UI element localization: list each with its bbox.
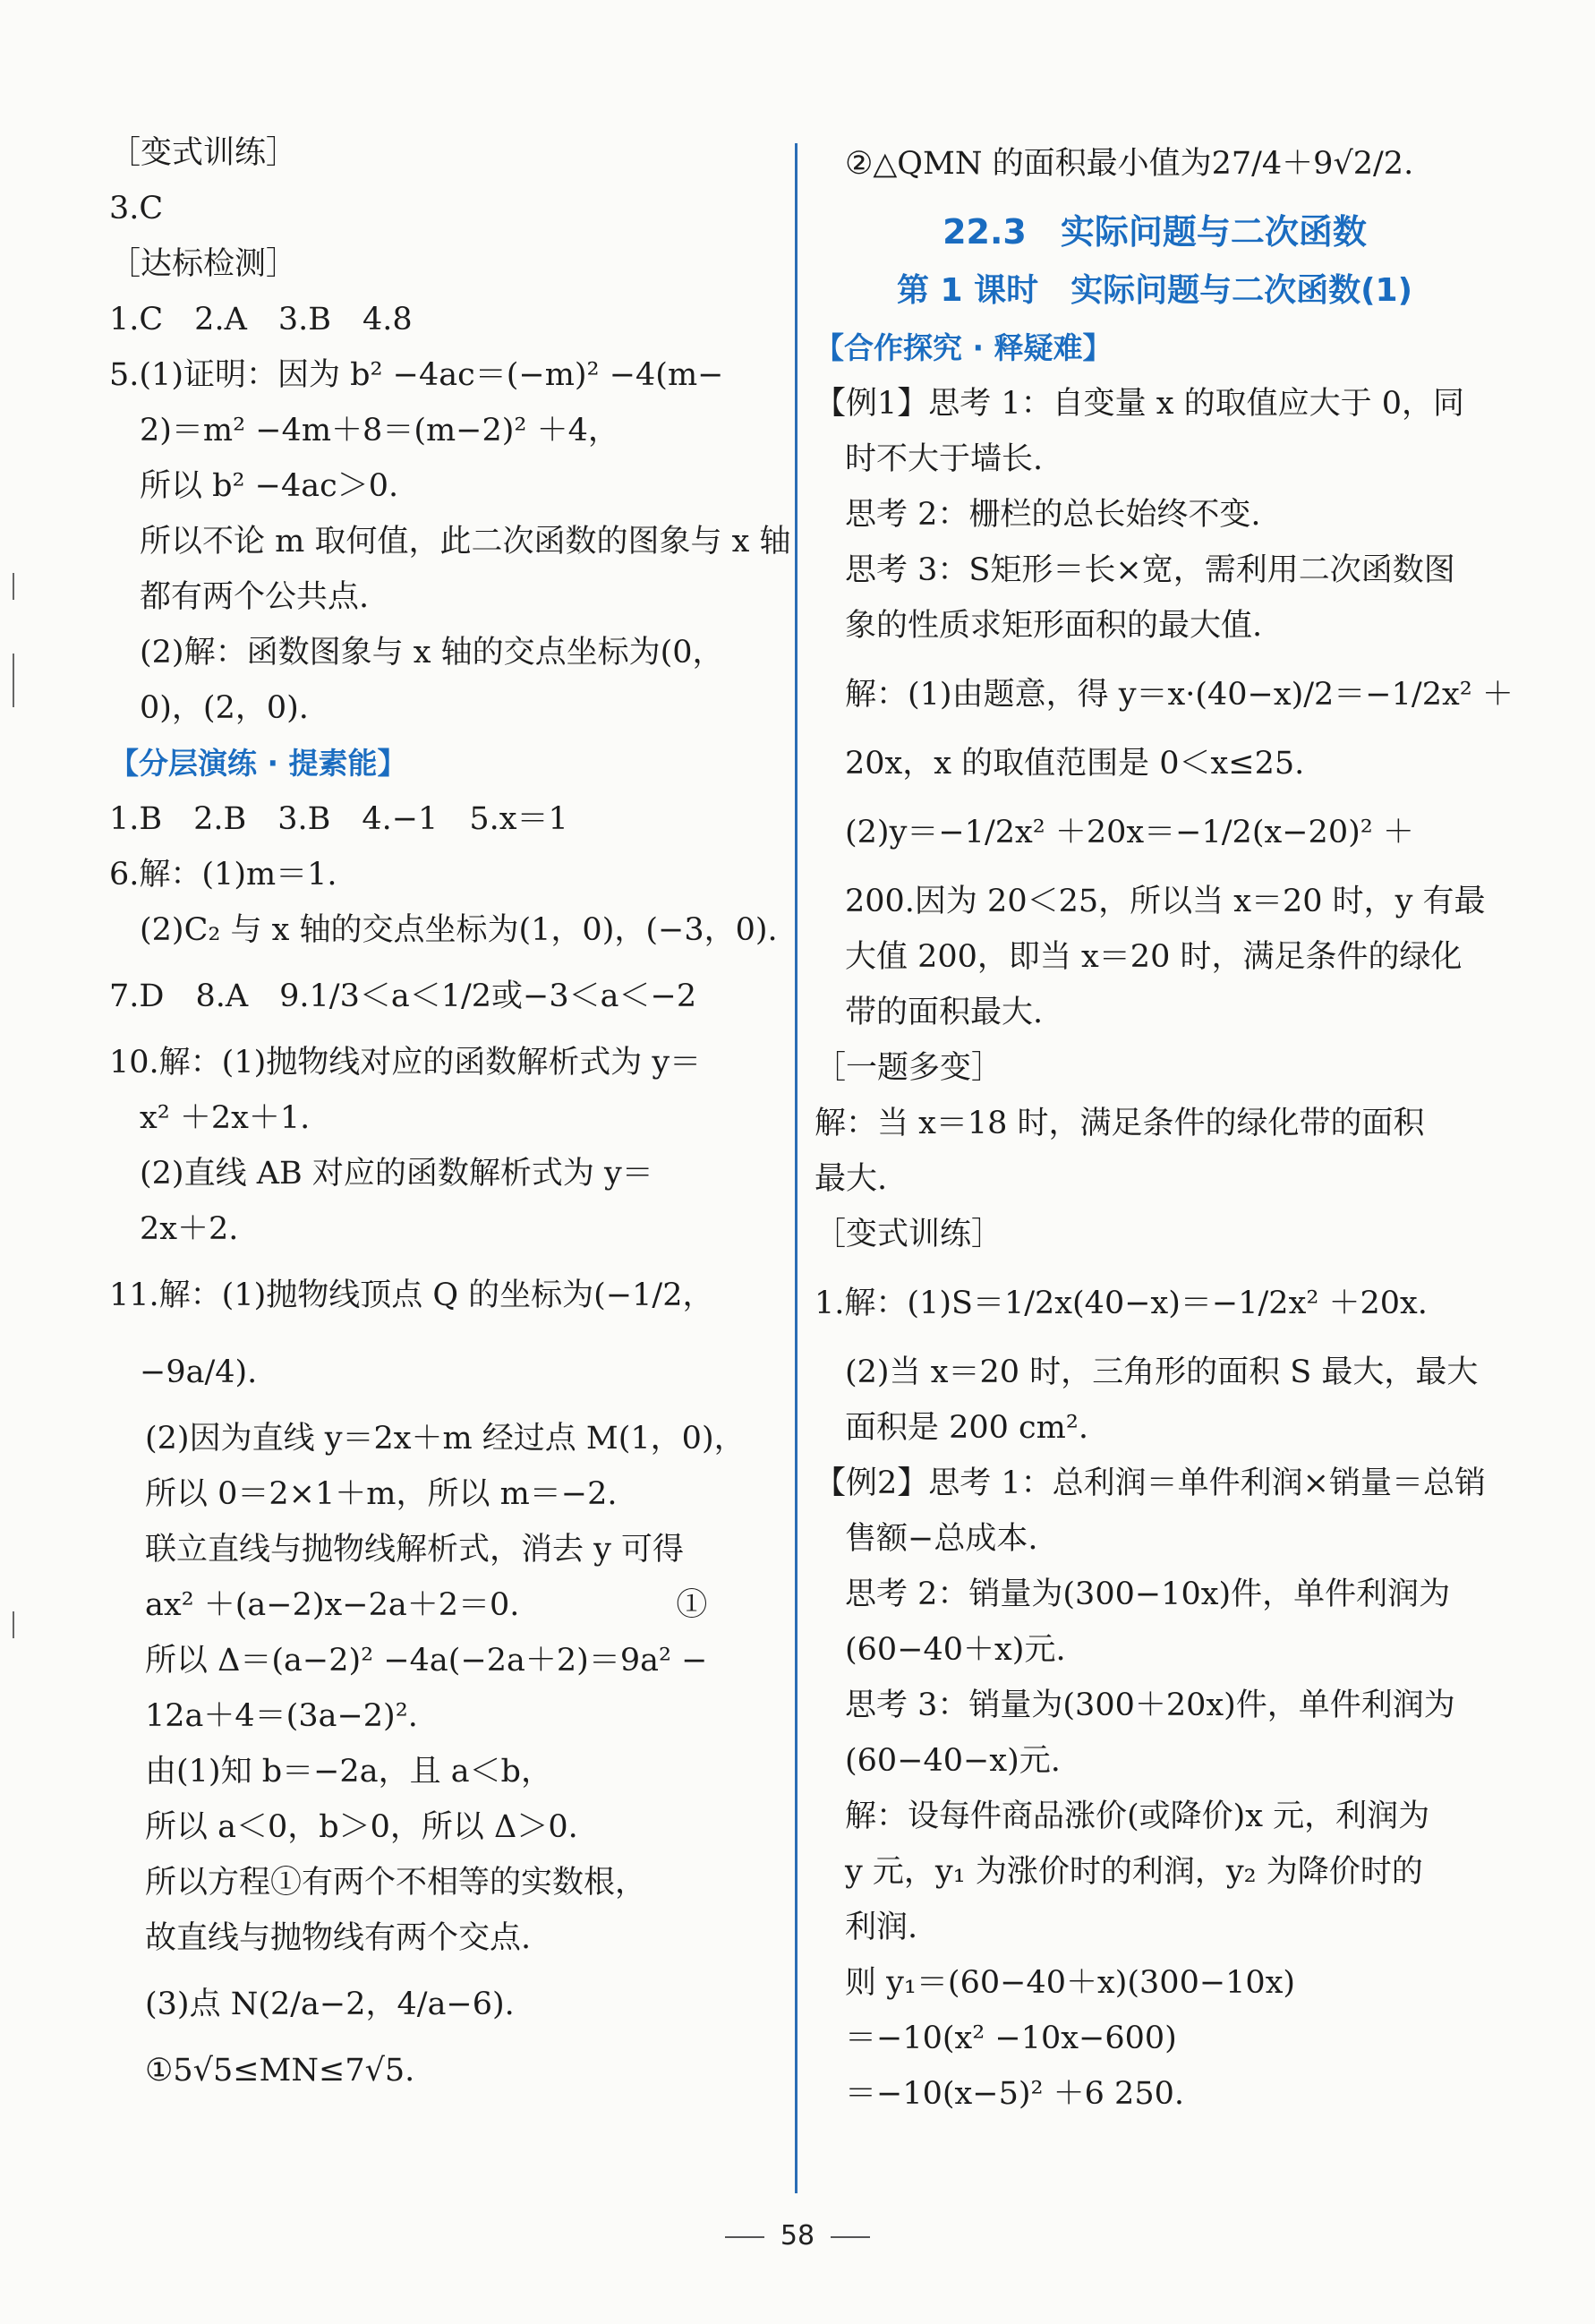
- text-line: (2)解：函数图象与 x 轴的交点坐标为(0，: [140, 635, 724, 671]
- text-line: ①5√5≤MN≤7√5.: [145, 2053, 415, 2089]
- text-line: 3.C: [109, 191, 164, 226]
- text-line: 1.解：(1)S＝1/2x(40−x)＝−1/2x² ＋20x.: [815, 1286, 1428, 1321]
- text-line: ［一题多变］: [815, 1050, 1003, 1086]
- text-line: ax² ＋(a−2)x−2a＋2＝0. ①: [145, 1587, 708, 1623]
- page-number: 58: [780, 2220, 815, 2251]
- text-line: 【例1】思考 1：自变量 x 的取值应大于 0，同: [815, 386, 1465, 422]
- text-line: 故直线与抛物线有两个交点.: [145, 1920, 532, 1956]
- text-line: 思考 2：销量为(300−10x)件，单件利润为: [845, 1576, 1451, 1612]
- text-line: y 元，y₁ 为涨价时的利润，y₂ 为降价时的: [845, 1854, 1423, 1890]
- text-line: 2)＝m² −4m＋8＝(m−2)² ＋4，: [140, 413, 619, 449]
- section-heading: 22.3 实际问题与二次函数: [942, 212, 1367, 252]
- text-line: 利润.: [845, 1910, 918, 1945]
- text-line: 思考 3：S矩形＝长×宽，需利用二次函数图: [845, 552, 1455, 588]
- scan-edge-mark: [13, 1611, 14, 1638]
- text-line: 思考 3：销量为(300＋20x)件，单件利润为: [845, 1687, 1455, 1723]
- text-line: 解：当 x＝18 时，满足条件的绿化带的面积: [815, 1106, 1425, 1141]
- text-line: 时不大于墙长.: [845, 441, 1044, 477]
- scan-edge-mark: [13, 573, 14, 600]
- text-line: 【例2】思考 1：总利润＝单件利润×销量＝总销: [815, 1465, 1486, 1501]
- text-line: 象的性质求矩形面积的最大值.: [845, 608, 1263, 644]
- text-line: 所以 Δ＝(a−2)² −4a(−2a＋2)＝9a² −: [145, 1643, 708, 1679]
- text-line: ＝−10(x² −10x−600): [845, 2021, 1177, 2056]
- text-line: 5.(1)证明：因为 b² −4ac＝(−m)² −4(m−: [109, 357, 724, 393]
- text-line: 6.解：(1)m＝1.: [109, 857, 337, 893]
- text-line: 联立直线与抛物线解析式，消去 y 可得: [145, 1532, 685, 1568]
- text-line: 12a＋4＝(3a−2)².: [145, 1698, 418, 1734]
- text-line: (2)当 x＝20 时，三角形的面积 S 最大，最大: [845, 1354, 1479, 1390]
- left-column: [109, 125, 789, 2098]
- right-column: [815, 125, 1514, 2122]
- text-line: 解：(1)由题意，得 y＝x·(40−x)/2＝−1/2x² ＋: [845, 677, 1514, 713]
- text-line: (2)y＝−1/2x² ＋20x＝−1/2(x−20)² ＋: [845, 815, 1414, 850]
- text-line: ②△QMN 的面积最小值为27/4＋9√2/2.: [845, 146, 1414, 182]
- text-line: 售额−总成本.: [845, 1521, 1038, 1557]
- text-line: 所以 a＜0，b＞0，所以 Δ＞0.: [145, 1809, 578, 1845]
- column-divider: [795, 143, 798, 2193]
- section-bar-heading: 【合作探究 · 释疑难】: [815, 330, 1113, 365]
- text-line: 所以方程①有两个不相等的实数根，: [145, 1865, 647, 1901]
- text-line: 所以 0＝2×1＋m，所以 m＝−2.: [145, 1476, 618, 1512]
- text-line: 带的面积最大.: [845, 995, 1044, 1030]
- text-line: 20x，x 的取值范围是 0＜x≤25.: [845, 746, 1305, 782]
- text-line: 所以 b² −4ac＞0.: [140, 468, 399, 504]
- text-line: ［变式训练］: [109, 135, 298, 171]
- text-line: 大值 200，即当 x＝20 时，满足条件的绿化: [845, 939, 1463, 975]
- text-line: (2)直线 AB 对应的函数解析式为 y＝: [140, 1156, 653, 1192]
- text-line: x² ＋2x＋1.: [140, 1100, 311, 1136]
- text-line: 解：设每件商品涨价(或降价)x 元，利润为: [845, 1799, 1430, 1834]
- text-line: 0)，(2，0).: [140, 690, 309, 726]
- text-line: 1.B 2.B 3.B 4.−1 5.x＝1: [109, 801, 568, 837]
- text-line: 都有两个公共点.: [140, 579, 370, 615]
- text-line: 7.D 8.A 9.1/3＜a＜1/2或−3＜a＜−2: [109, 978, 697, 1014]
- text-line: (60−40−x)元.: [845, 1743, 1061, 1779]
- page-footer: [0, 2220, 1595, 2251]
- text-line: 则 y₁＝(60−40＋x)(300−10x): [845, 1965, 1296, 2001]
- section-heading: 第 1 课时 实际问题与二次函数(1): [896, 272, 1413, 309]
- text-line: ［变式训练］: [815, 1217, 1003, 1252]
- text-line: 1.C 2.A 3.B 4.8: [109, 302, 413, 337]
- text-line: 面积是 200 cm².: [845, 1410, 1089, 1446]
- text-line: 最大.: [815, 1161, 888, 1197]
- scan-edge-mark: [13, 654, 14, 707]
- text-line: 200.因为 20＜25，所以当 x＝20 时，y 有最: [845, 884, 1486, 919]
- text-line: 所以不论 m 取何值，此二次函数的图象与 x 轴: [140, 524, 791, 560]
- text-line: ［达标检测］: [109, 246, 298, 282]
- text-line: ＝−10(x−5)² ＋6 250.: [845, 2076, 1184, 2112]
- text-line: 11.解：(1)抛物线顶点 Q 的坐标为(−1/2，: [109, 1277, 714, 1313]
- text-line: (2)C₂ 与 x 轴的交点坐标为(1，0)，(−3，0).: [140, 912, 778, 948]
- text-line: (3)点 N(2/a−2，4/a−6).: [145, 1987, 515, 2022]
- text-line: 思考 2：栅栏的总长始终不变.: [845, 497, 1261, 533]
- text-line: (2)因为直线 y＝2x＋m 经过点 M(1，0)，: [145, 1421, 746, 1457]
- text-line: (60−40＋x)元.: [845, 1632, 1066, 1668]
- text-line: 10.解：(1)抛物线对应的函数解析式为 y＝: [109, 1045, 702, 1081]
- text-line: −9a/4).: [140, 1354, 258, 1390]
- text-line: 2x＋2.: [140, 1211, 239, 1247]
- text-line: 由(1)知 b＝−2a，且 a＜b，: [145, 1754, 552, 1790]
- section-bar-heading: 【分层演练 · 提素能】: [109, 746, 407, 781]
